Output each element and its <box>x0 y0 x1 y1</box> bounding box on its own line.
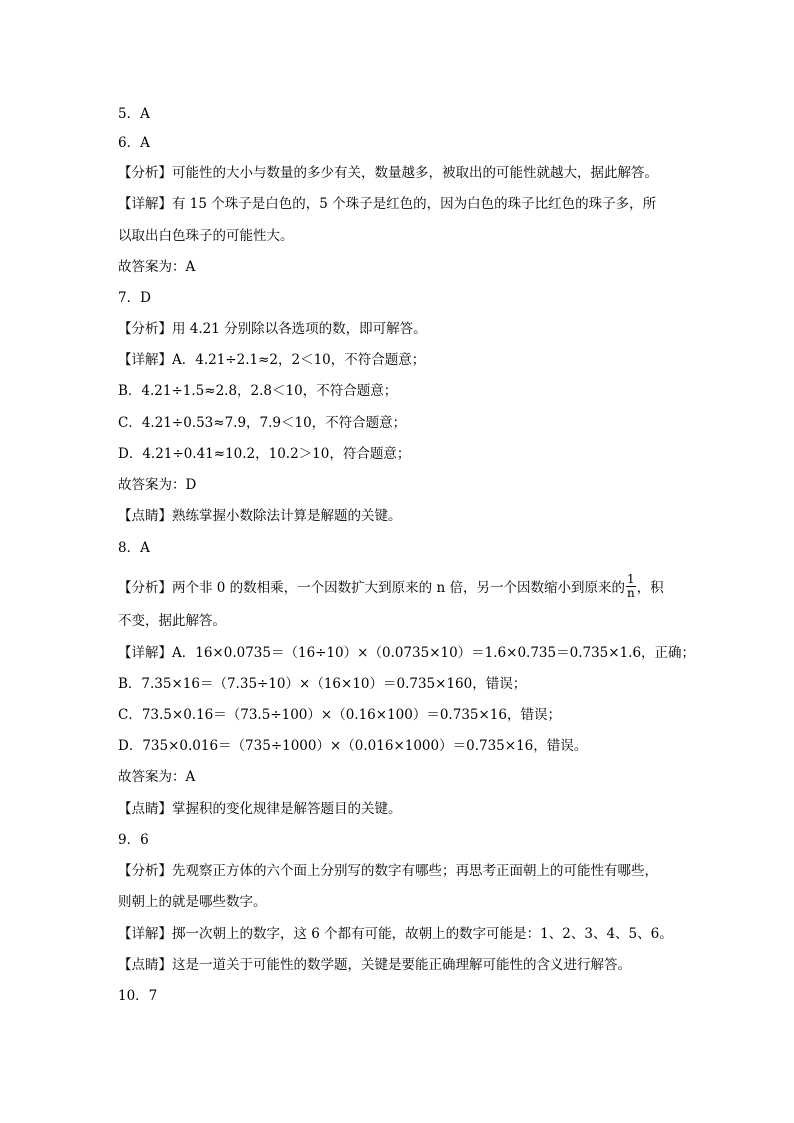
analysis-7: 【分析】用 4.21 分别除以各选项的数，即可解答。 <box>118 321 427 337</box>
answer-6: 6．A <box>118 135 150 151</box>
answer-7: 7．D <box>118 290 151 306</box>
conclusion-6: 故答案为：A <box>118 259 196 275</box>
fraction-one-over-n <box>626 573 636 600</box>
tip-9: 【点睛】这是一道关于可能性的数学题，关键是要能正确理解可能性的含义进行解答。 <box>118 957 631 973</box>
detail-6-line2: 以取出白色珠子的可能性大。 <box>118 228 294 244</box>
analysis-9-line2: 则朝上的就是哪些数字。 <box>118 894 267 910</box>
detail-8-a: 【详解】A．16×0.0735＝（16÷10）×（0.0735×10）＝1.6×0.735＝0.735×1.6，正确； <box>118 645 696 661</box>
detail-7-d: D．4.21÷0.41≈10.2，10.2＞10，符合题意； <box>118 446 411 462</box>
detail-7-b: B．4.21÷1.5≈2.8，2.8＜10，不符合题意； <box>118 383 398 399</box>
conclusion-7: 故答案为：D <box>118 477 197 493</box>
fraction-numerator: 1 <box>627 572 635 586</box>
detail-8-c: C．73.5×0.16＝（73.5÷100）×（0.16×100）＝0.735×16，错误； <box>118 707 561 723</box>
conclusion-8: 故答案为：A <box>118 769 196 785</box>
detail-8-d: D．735×0.016＝（735÷1000）×（0.016×1000）＝0.735×16，错误。 <box>118 738 588 754</box>
answer-10: 10．7 <box>118 988 158 1004</box>
analysis-8-text-after: ，积 <box>636 580 664 596</box>
detail-7-a: 【详解】A．4.21÷2.1≈2，2＜10，不符合题意； <box>118 352 426 368</box>
analysis-6: 【分析】可能性的大小与数量的多少有关，数量越多，被取出的可能性就越大，据此解答。 <box>118 165 658 181</box>
detail-7-c: C．4.21÷0.53≈7.9，7.9＜10，不符合题意； <box>118 415 407 431</box>
detail-9: 【详解】掷一次朝上的数字，这 6 个都有可能，故朝上的数字可能是：1、2、3、4、5、6。 <box>118 926 673 942</box>
answer-9: 9．6 <box>118 832 149 848</box>
analysis-8-text-before: 【分析】两个非 0 的数相乘，一个因数扩大到原来的 n 倍，另一个因数缩小到原来的 <box>118 580 625 596</box>
answer-8: 8．A <box>118 540 150 556</box>
detail-6-line1: 【详解】有 15 个珠子是白色的，5 个珠子是红色的，因为白色的珠子比红色的珠子多，所 <box>118 196 657 212</box>
fraction-denominator: n <box>626 586 635 600</box>
analysis-8-line1 <box>118 572 664 602</box>
answer-5: 5．A <box>118 106 150 122</box>
tip-8: 【点睛】掌握积的变化规律是解答题目的关键。 <box>118 801 402 817</box>
tip-7: 【点睛】熟练掌握小数除法计算是解题的关键。 <box>118 508 402 524</box>
detail-8-b: B．7.35×16＝（7.35÷10）×（16×10）＝0.735×160，错误； <box>118 676 527 692</box>
analysis-8-line2: 不变，据此解答。 <box>118 613 226 629</box>
analysis-9-line1: 【分析】先观察正方体的六个面上分别写的数字有哪些；再思考正面朝上的可能性有哪些， <box>118 863 658 879</box>
